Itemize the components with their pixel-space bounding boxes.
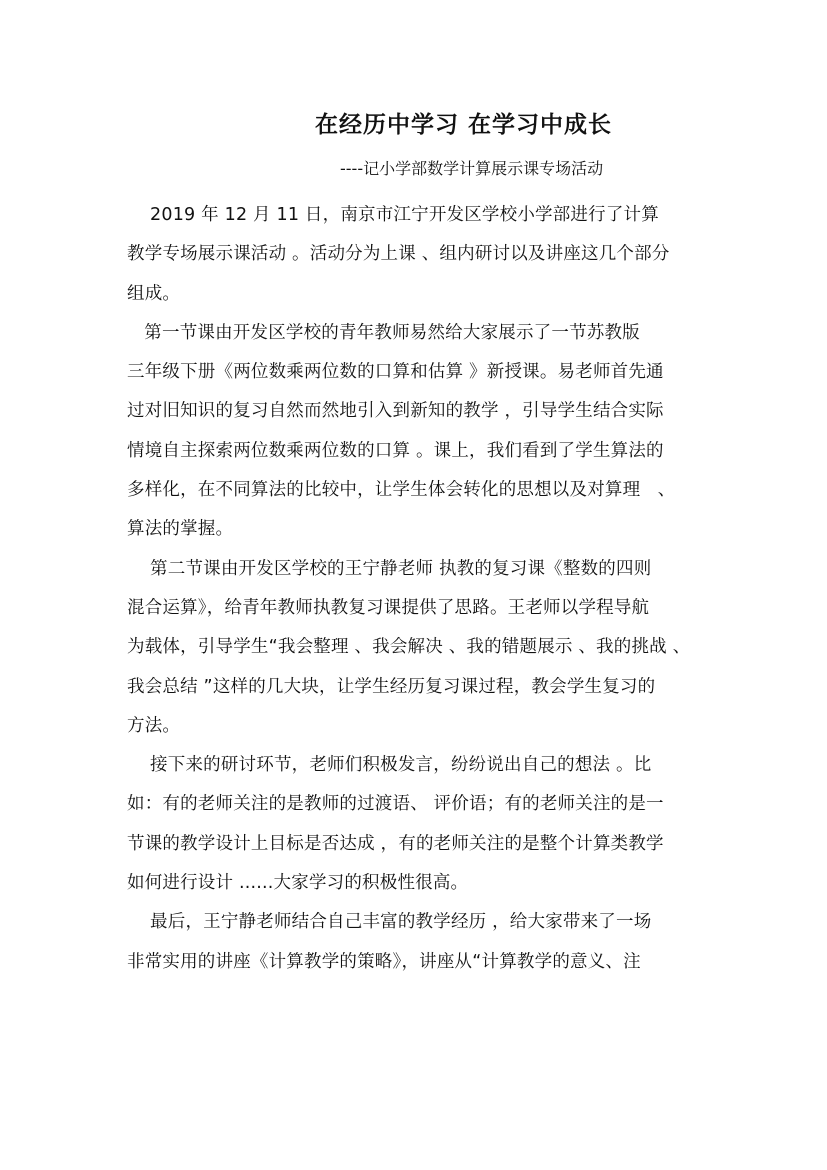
body-line: 算法的掌握。 <box>127 519 234 540</box>
document-body <box>127 196 707 982</box>
body-line: 如：有的老师关注的是教师的过渡语、 评价语；有的老师关注的是一 <box>127 794 664 815</box>
body-line: 如何进行设计 ......大家学习的积极性很高。 <box>127 873 469 894</box>
body-line: 非常实用的讲座《计算教学的策略》，讲座从“计算教学的意义、注 <box>127 951 641 972</box>
document-title: 在经历中学习 在学习中成长 <box>314 112 612 138</box>
body-line: 教学专场展示课活动 。活动分为上课 、组内研讨以及讲座这几个部分 <box>127 244 670 265</box>
body-line: 第二节课由开发区学校的王宁静老师 执教的复习课《整数的四则 <box>127 558 652 579</box>
body-line: 2019 年 12 月 11 日，南京市江宁开发区学校小学部进行了计算 <box>127 205 659 225</box>
body-line: 情境自主探索两位数乘两位数的口算 。课上，我们看到了学生算法的 <box>127 440 664 461</box>
body-line: 三年级下册《两位数乘两位数的口算和估算 》新授课。易老师首先通 <box>127 362 664 383</box>
body-line: 过对旧知识的复习自然而然地引入到新知的教学 ，引导学生结合实际 <box>127 401 664 422</box>
body-line: 接下来的研讨环节，老师们积极发言，纷纷说出自己的想法 。比 <box>127 755 652 776</box>
body-line: 混合运算》，给青年教师执教复习课提供了思路。王老师以学程导航 <box>127 597 650 618</box>
body-line: 为载体，引导学生“我会整理 、我会解决 、我的错题展示 、我的挑战 、 <box>127 637 691 658</box>
body-line: 最后，王宁静老师结合自己丰富的教学经历 ，给大家带来了一场 <box>127 912 652 933</box>
body-line: 节课的教学设计上目标是否达成 ，有的老师关注的是整个计算类教学 <box>127 833 664 854</box>
body-line: 多样化，在不同算法的比较中，让学生体会转化的思想以及对算理 、 <box>127 480 676 501</box>
body-line: 组成。 <box>127 283 181 304</box>
body-line: 第一节课由开发区学校的青年教师易然给大家展示了一节苏教版 <box>127 322 640 343</box>
document-subtitle: ----记小学部数学计算展示课专场活动 <box>340 159 604 178</box>
body-line: 我会总结 ”这样的几大块，让学生经历复习课过程，教会学生复习的 <box>127 676 656 697</box>
body-line: 方法。 <box>127 715 181 736</box>
